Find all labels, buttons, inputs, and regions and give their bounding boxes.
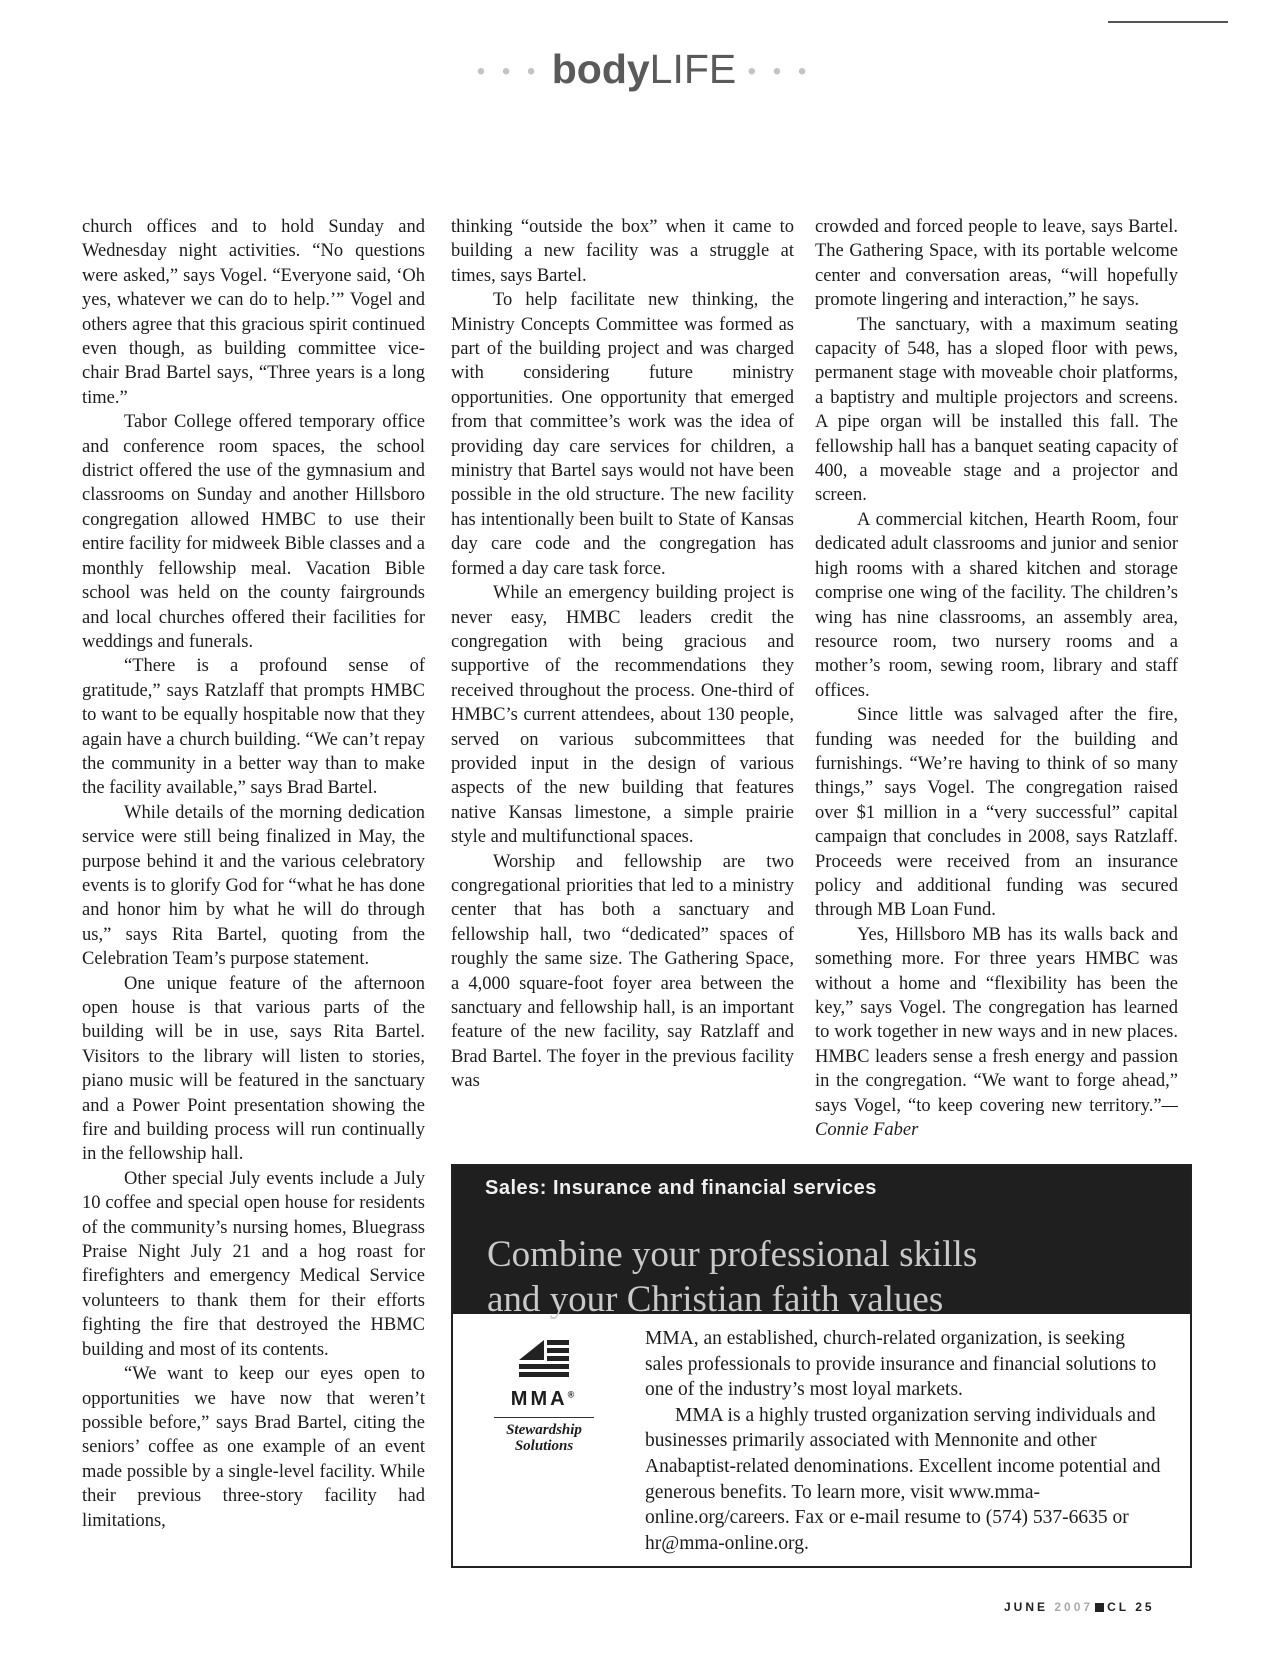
folio-publication: CL (1107, 1600, 1129, 1614)
paragraph: While details of the morning dedication service were still being finalized in May, the purpose behind it and the various celebratory events is to glorify God for “what he has done and honor him by what he will do through us,” says Rita Bartel, quoting from the Celebration Team’s purpose statement. (82, 802, 425, 970)
ad-paragraph-1: MMA, an established, church-related organization, is seeking sales professionals to provide insurance and financial solutions to one of the industry’s most loyal markets. (645, 1328, 1157, 1401)
paragraph: One unique feature of the afternoon open house is that various parts of the building will be in use, says Rita Bartel. Visitors to the library will listen to stories, piano music will be featured in the sanctuary and a Power Point presentation showing the fire and building process will run continually in the fellowship hall. (82, 973, 425, 1165)
header-body: body (551, 46, 650, 92)
folio-page-number: 25 (1135, 1600, 1155, 1614)
paragraph: Since little was salvaged after the fire, funding was needed for the building and furnishings. “We’re having to think of so many things,” says Vogel. The congregation raised over $1 million in a “very successful” capital campaign that concludes in 2008, says Ratzlaff. Proceeds were received from an insurance policy and additional funding was secured through MB Loan Fund. (815, 705, 1178, 921)
mma-logo (479, 1338, 609, 1454)
ad-headline-line-1: Combine your professional skills (487, 1234, 978, 1275)
paragraph: To help facilitate new thinking, the Ministry Concepts Committee was formed as part of the building project and was charged with considering future ministry opportunities. One opportunity that emerged from that committee’s work was the idea of providing day care services for children, a ministry that Bartel says would not have been possible in the old structure. The new facility has intentionally been built to State of Kansas day care code and the congregation has formed a day care task force. (451, 290, 794, 579)
ad-paragraph-2: MMA is a highly trusted organization serving individuals and businesses primarily associated with Mennonite and other Anabaptist-related denominations. Excellent income potential and generous benefits. To learn more, visit www.mma-online.org/careers. Fax or e-mail resume to (574) 537-6635 or hr@mma-online.org. (645, 1404, 1161, 1554)
logo-name-text: MMA (510, 1388, 568, 1410)
author-signature: —Connie Faber (815, 1095, 1178, 1141)
page-folio (1004, 1600, 1155, 1614)
folio-month: JUNE (1004, 1600, 1049, 1614)
folio-square-icon (1095, 1603, 1104, 1612)
section-header (0, 46, 1288, 93)
header-left-dots: • • • (476, 58, 541, 86)
article-column-1 (82, 215, 425, 1533)
header-life: LIFE (649, 46, 737, 92)
paragraph-final (815, 923, 1178, 1143)
ad-body (645, 1326, 1165, 1556)
paragraph: A commercial kitchen, Hearth Room, four dedicated adult classrooms and junior and senior high rooms with a shared kitchen and storage comprise one wing of the facility. The children’s wing has nine classrooms, an assembly area, resource room, two nursery rooms and a mother’s room, sewing room, library and staff offices. (815, 509, 1178, 701)
header-right-dots: • • • (747, 58, 812, 86)
paragraph: The sanctuary, with a maximum seating capacity of 548, has a sloped floor with pews, permanent stage with moveable choir platforms, a baptistry and multiple projectors and screens. A pipe organ will be installed this fall. The fellowship hall has a banquet seating capacity of 400, a moveable stage and a projector and screen. (815, 314, 1178, 506)
logo-tagline-2: Solutions (514, 1438, 574, 1454)
ad-headline (487, 1232, 977, 1322)
mma-logo-icon (519, 1338, 569, 1382)
mma-advertisement (451, 1164, 1192, 1568)
paragraph: “There is a profound sense of gratitude,” says Ratzlaff that prompts HMBC to want to be equally hospitable now that they again have a church building. “We can’t repay the community in a better way than to make the facility available,” says Brad Bartel. (82, 656, 425, 799)
paragraph: thinking “outside the box” when it came to building a new facility was a struggle at times, says Bartel. (451, 217, 794, 286)
ad-headline-line-2: and your Christian faith values (487, 1279, 944, 1320)
paragraph: church offices and to hold Sunday and Wednesday night activities. “No questions were asked,” says Vogel. “Everyone said, ‘Oh yes, whatever we can do to help.’” Vogel and others agree that this gracious spirit continued even though, as building committee vice-chair Brad Bartel says, “Three years is a long time.” (82, 217, 425, 408)
article-column-2 (451, 215, 794, 1094)
ad-category-label: Sales: Insurance and financial services (485, 1177, 877, 1199)
logo-tagline-1: Stewardship (506, 1422, 582, 1438)
paragraph: Worship and fellowship are two congregational priorities that led to a ministry center that has both a sanctuary and fellowship hall, two “dedicated” spaces of roughly the same size. The Gathering Space, a 4,000 square-foot foyer area between the sanctuary and fellowship hall, is an important feature of the new facility, say Ratzlaff and Brad Bartel. The foyer in the previous facility was (451, 851, 794, 1092)
final-paragraph-text: Yes, Hillsboro MB has its walls back and something more. For three years HMBC was without a home and “flexibility has been the key,” says Vogel. The congregation has learned to work together in new ways and in new places. HMBC leaders sense a fresh energy and passion in the congregation. “We want to forge ahead,” says Vogel, “to keep covering new territory.” (815, 924, 1178, 1116)
logo-wordmark (479, 1388, 609, 1411)
top-rule (1108, 21, 1228, 23)
paragraph: Tabor College offered temporary office and conference room spaces, the school district offered the use of the gymnasium and classrooms on Sunday and another Hillsboro congregation allowed HMBC to use their entire facility for midweek Bible classes and a monthly fellowship meal. Vacation Bible school was held on the county fairgrounds and local churches offered their facilities for weddings and funerals. (82, 412, 425, 652)
paragraph: While an emergency building project is never easy, HMBC leaders credit the congregation with being gracious and supportive of the recommendations they received throughout the process. One-third of HMBC’s current attendees, about 130 people, served on various subcommittees that provided input in the design of various aspects of the new building that features native Kansas limestone, a simple prairie style and multifunctional spaces. (451, 583, 794, 848)
paragraph: crowded and forced people to leave, says Bartel. The Gathering Space, with its portable welcome center and conversation areas, “will hopefully promote lingering and interaction,” he says. (815, 217, 1178, 311)
logo-registered-mark: ® (567, 1389, 578, 1400)
folio-year: 2007 (1054, 1600, 1094, 1614)
logo-divider (494, 1417, 594, 1418)
paragraph: Other special July events include a July 10 coffee and special open house for residents of the community’s nursing homes, Bluegrass Praise Night July 21 and a hog roast for firefighters and emergency Medical Service volunteers to thank them for their efforts fighting the fire that destroyed the HBMC building and most of its contents. (82, 1168, 425, 1360)
paragraph: “We want to keep our eyes open to opportunities we have now that weren’t possible before,” says Brad Bartel, citing the seniors’ coffee as one example of an event made possible by a single-level facility. While their previous three-story facility had limitations, (82, 1364, 425, 1531)
ad-banner (453, 1166, 1190, 1320)
article-column-3 (815, 215, 1178, 1142)
